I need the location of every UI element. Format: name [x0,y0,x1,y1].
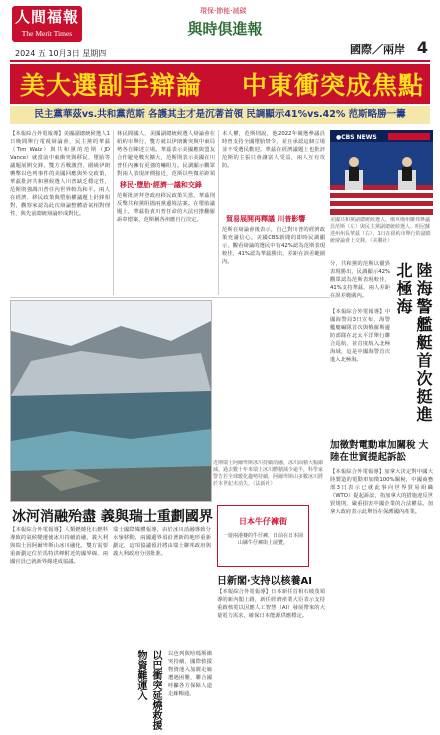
ev-tariff-headline: 加徵對電動車加關稅 大陸在世貿提起訴訟 [330,440,429,463]
glacier-lake-image [11,301,211,501]
slogan-title: 與時俱進報 [187,20,263,38]
slogan-small: 環保‧節能‧減碳 [200,7,247,15]
section-name: 國際／兩岸 [350,43,406,56]
vertical-headline-gaza: 以巴衝突延燒救援物資難運入 [135,650,161,730]
japan-headline: 日新閣‧支持以核養AI [217,576,312,587]
article-subheading-2: 貿易展開再釋議 川普影響 [226,215,306,223]
newspaper-logo [12,6,82,42]
advertisement-box [217,505,309,567]
japan-article: 【本報綜合外電報導】日本新任首相石破茂領導的新內閣上路，新任經濟產業大臣表示支持重啟核電以因應人工智慧（AI）發展帶來的大量電力需求，確保日本能源供應穩定。 [217,589,325,619]
logo-english: The Merit Times [21,29,73,38]
masthead [0,0,440,62]
column-divider [113,130,114,295]
logo-chinese: 人間福報 [14,8,79,26]
subheadline: 民主黨華茲vs.共和黨范斯 各護其主才是沉著首領 民調顯示41%vs.42% 范斯略勝一籌 [10,106,430,124]
masthead-divider [10,60,430,62]
article-subheading-1: 移民‧墮胎‧經濟一議和交鋒 [120,181,202,189]
page-number: 4 [416,38,428,57]
headline-right: 中東衝突成焦點 [242,71,425,100]
glacier-article-1: 【本報綜合外電報導】人類燃燒化石燃料導致的氣候變遷使冰川持續消融，義大利與瑞士因阿爾卑斯山冰川融化，雙方需要重新劃定位於馬特洪峰附近的國界線，兩國官員已就新界線達成協議。 [10,527,108,565]
article-column-4: 分，共和黨的范斯以優異表現勝出，民調顯示42%觀眾認為范斯表現較佳，41%支持華茲，兩人差距在誤差範圍內。 [330,261,390,299]
glacier-headline: 冰河消融殆盡 義與瑞士重劃國界 [12,509,213,525]
gaza-article: 以色列與哈瑪斯衝突持續，國際救援物資運入加薩走廊遭遇困難，聯合國呼籲各方保障人道走廊暢通。 [168,651,212,697]
svg-text:●CBS NEWS: ●CBS NEWS [336,134,377,141]
article-column-3: 本人權，范斯則說，他2022年競選參議員時曾支持全國墮胎禁令，並且承認這個立場並不受選民歡迎。華茲在經濟議題上也批評范斯的主張只會讓富人受益，兩人互有攻防。 [222,131,325,169]
glacier-photo-caption: 近期瑞士阿爾卑斯冰川持續消融，冰川面積大幅縮減。過去數十年來瑞士冰川體積減少逾半，科學家警告若全球暖化趨勢持續，阿爾卑斯山多數冰川將於本世紀末消失。（法新社） [213,460,323,487]
masthead-slogan [160,6,290,42]
arctic-article: 【本報綜合外電報導】中國海警局3日宣布，海警艦艇編隊首次與俄羅斯邊防部隊在北太平洋舉行聯合巡航，並首度航入北極海域，這是中國海警首次進入北極海。 [330,309,390,363]
headline-left: 美大選副手辯論 [20,71,203,100]
ev-tariff-article: 【本報綜合外電報導】加拿大決定對中國大陸製造的電動車加徵100%關稅，中國商務部3日表示已就此事向世界貿易組織（WTO）提起訴訟，指加拿大的措施違反世貿規則，嚴重損害中國企業的合法權益。加拿大政府表示此舉旨在保護國內產業。 [330,469,433,515]
glacier-photo [10,300,212,502]
column-divider [218,130,219,295]
debate-photo-caption: 美國共和黨副總統候選人、俄亥俄州聯邦參議員范斯（左）與民主黨副總統候選人、明尼蘇達州州長華茲（右），1日在紐約市舉行的副總統辯論會上交鋒。（美聯社） [330,217,431,244]
ad-title: 日本牛仔褲街 [239,517,287,526]
debate-photo [330,130,433,215]
section-divider [10,297,330,298]
ad-description: 一遊兩港賽的牛仔褲，日前在日本岡山縣牛仔褲街上展覽。 [222,533,303,546]
debate-stage-image [330,130,433,215]
article-column-2: 林民間國人，美國副總統候選人辯論會在紐約市舉行，雙方就以伊朗衝突與中東局勢各自陳述立場。華茲表示美國應與盟友合作避免戰火擴大，范斯則表示美國在川普任內擁有更強的嚇阻力。民調顯示觀眾對兩人表現評價接近，范斯以些微差距領 [117,131,215,177]
vertical-headline-arctic: 陸海警艦艇首次挺進北極海 [394,262,433,424]
article-column-3b: 范斯在辯論會後表示，自己對川普的經濟政策充滿信心。美國CBS新聞的即時民調顯示，觀看辯論的選民中有42%認為范斯表現較佳，41%認為華茲勝出，差距在誤差範圍內。 [222,227,325,265]
article-column-1: 【本報綜合外電報導】美國副總統候選人1日晚間舉行電視辯論會，民主黨的華茲（Tim Walz）與共和黨的范斯（JD Vance）就當前中東衝突與移民、墮胎等議題展開交鋒，雙方舌戰激烈，圍繞伊朗襲擊以色列事件的美國回應與外交政策，華茲批評共和黨候選人川普缺乏穩定性，范斯則強調川普任內世界較為和平。兩人在經濟、移民政策與墮胎權議題上針鋒相對，觀察家認為此次辯論整體語氣相對理性，與先前總統辯論形成對比。 [10,131,110,217]
issue-date: 2024 五 10月3日 星期四 [15,49,107,58]
glacier-article-2: 瑞士國際媒體報導，由於冰川消融導致分水嶺移動，兩國邊界須沿著新的地形重新劃定，這項協議預計將由瑞士聯邦政府與義大利政府分別批准。 [113,527,211,557]
main-headline-banner [10,64,430,104]
section-label [350,38,428,57]
article-column-2b: 范斯批評拜登政府移民政策失當，華茲則反擊共和黨阻擋兩黨邊境法案。在墮胎議題上，華茲指責川普任命的大法官推翻羅訴韋德案，范斯稱各州應自行決定。 [117,193,215,223]
